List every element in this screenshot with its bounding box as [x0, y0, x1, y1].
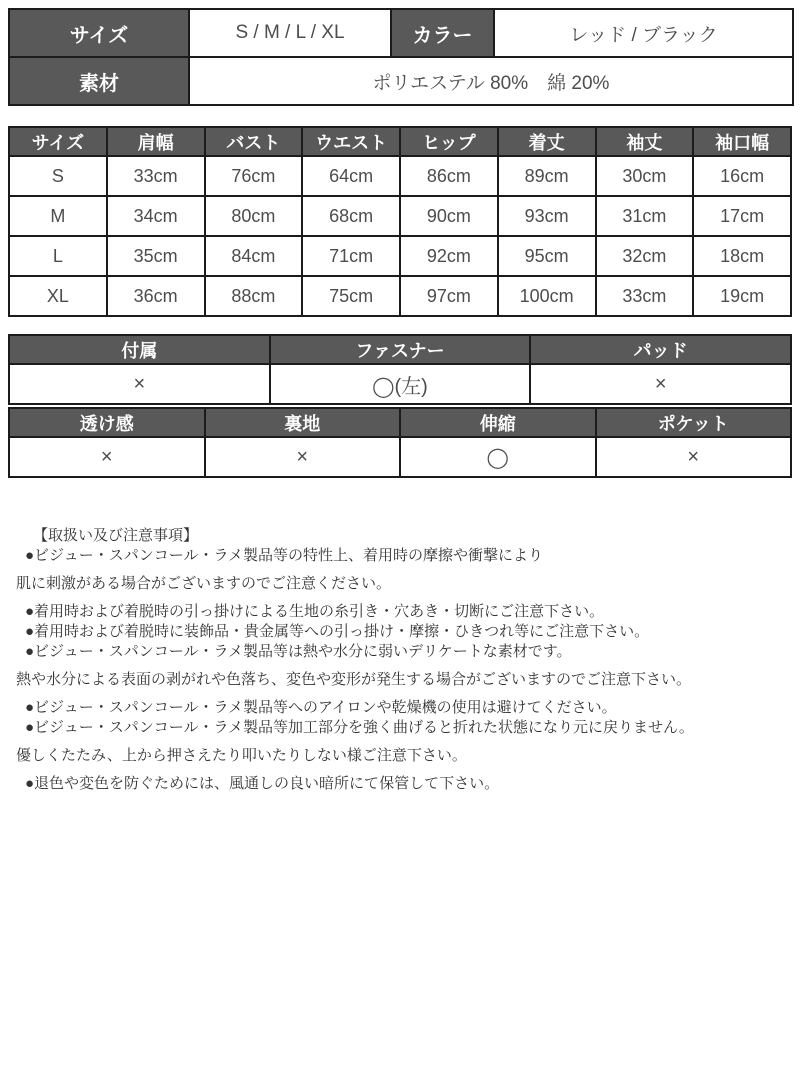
measurements-cell: 18cm: [693, 236, 791, 276]
measurements-cell: 88cm: [205, 276, 303, 316]
measurements-cell: 33cm: [107, 156, 205, 196]
size-value-cell: S / M / L / XL: [189, 9, 391, 57]
material-label-cell: 素材: [9, 57, 189, 105]
measurements-column-header: 着丈: [498, 127, 596, 156]
measurements-cell: 90cm: [400, 196, 498, 236]
measurements-column-header: 袖丈: [596, 127, 694, 156]
info-row-size-color: [9, 9, 793, 57]
care-note-line: ●退色や変色を防ぐためには、風通しの良い暗所にて保管して下さい。: [25, 775, 500, 792]
measurements-cell: 35cm: [107, 236, 205, 276]
care-notes: [8, 526, 792, 794]
features_2-column-header: 透け感: [9, 408, 205, 437]
measurements-cell: 33cm: [596, 276, 694, 316]
features_2-column-header: 伸縮: [400, 408, 596, 437]
features_1-value-cell: ×: [9, 364, 270, 404]
features_2-value-cell: ×: [596, 437, 792, 477]
care-note-line: ●ビジュー・スパンコール・ラメ製品等の特性上、着用時の摩擦や衝撃により: [25, 547, 544, 564]
care-note-line: ●着用時および着脱時に装飾品・貴金属等への引っ掛け・摩擦・ひきつれ等にご注意下さい。: [25, 623, 650, 640]
measurements-column-header: 肩幅: [107, 127, 205, 156]
measurements-cell: 89cm: [498, 156, 596, 196]
features_2-header-row: [9, 408, 791, 437]
measurements-cell: M: [9, 196, 107, 236]
size-label-cell: サイズ: [9, 9, 189, 57]
features_2-value-row: [9, 437, 791, 477]
features_2-value-cell: ◯: [400, 437, 596, 477]
measurements-row: [9, 196, 791, 236]
measurements-cell: 80cm: [205, 196, 303, 236]
care-note-line: 熱や水分による表面の剥がれや色落ち、変色や変形が発生する場合がございますのでご注意下さい。: [16, 671, 692, 688]
features_1-value-row: [9, 364, 791, 404]
measurements-cell: 68cm: [302, 196, 400, 236]
measurements-cell: 84cm: [205, 236, 303, 276]
features-table-2: [8, 407, 792, 478]
measurements-cell: 95cm: [498, 236, 596, 276]
measurements-column-header: ウエスト: [302, 127, 400, 156]
measurements-cell: 71cm: [302, 236, 400, 276]
color-value-cell: レッド / ブラック: [494, 9, 793, 57]
measurements-column-header: 袖口幅: [693, 127, 791, 156]
measurements-column-header: サイズ: [9, 127, 107, 156]
features_2-column-header: ポケット: [596, 408, 792, 437]
measurements-cell: 100cm: [498, 276, 596, 316]
features-table-1: [8, 334, 792, 405]
measurements-column-header: バスト: [205, 127, 303, 156]
measurements-cell: 36cm: [107, 276, 205, 316]
measurements-cell: 34cm: [107, 196, 205, 236]
measurements-cell: 16cm: [693, 156, 791, 196]
features_1-value-cell: ×: [530, 364, 791, 404]
measurements-cell: XL: [9, 276, 107, 316]
measurements-column-header: ヒップ: [400, 127, 498, 156]
info-table: [8, 8, 794, 106]
care-note-line: ●ビジュー・スパンコール・ラメ製品等へのアイロンや乾燥機の使用は避けてください。: [25, 699, 617, 716]
features_1-column-header: パッド: [530, 335, 791, 364]
care-note-line: ●ビジュー・スパンコール・ラメ製品等は熱や水分に弱いデリケートな素材です。: [25, 643, 572, 660]
info-row-material: [9, 57, 793, 105]
measurements-cell: 17cm: [693, 196, 791, 236]
features_2-column-header: 裏地: [205, 408, 401, 437]
measurements-cell: 64cm: [302, 156, 400, 196]
measurements-table: [8, 126, 792, 317]
measurements-cell: S: [9, 156, 107, 196]
measurements-cell: 93cm: [498, 196, 596, 236]
measurements-row: [9, 156, 791, 196]
measurements-header-row: [9, 127, 791, 156]
color-label-cell: カラー: [391, 9, 494, 57]
features_1-value-cell: ◯(左): [270, 364, 531, 404]
material-value-cell: ポリエステル 80% 綿 20%: [189, 57, 793, 105]
measurements-cell: 31cm: [596, 196, 694, 236]
measurements-cell: 30cm: [596, 156, 694, 196]
care-notes-title: 【取扱い及び注意事項】: [33, 527, 199, 544]
measurements-cell: 32cm: [596, 236, 694, 276]
care-note-line: 優しくたたみ、上から押さえたり叩いたりしない様ご注意下さい。: [16, 747, 467, 764]
measurements-cell: 92cm: [400, 236, 498, 276]
features_1-column-header: 付属: [9, 335, 270, 364]
care-note-line: ●ビジュー・スパンコール・ラメ製品等加工部分を強く曲げると折れた状態になり元に戻りません。: [25, 719, 694, 736]
measurements-cell: 86cm: [400, 156, 498, 196]
measurements-cell: 75cm: [302, 276, 400, 316]
features_1-column-header: ファスナー: [270, 335, 531, 364]
measurements-row: [9, 276, 791, 316]
measurements-row: [9, 236, 791, 276]
measurements-cell: 97cm: [400, 276, 498, 316]
care-note-line: 肌に刺激がある場合がございますのでご注意ください。: [16, 575, 392, 592]
features_1-header-row: [9, 335, 791, 364]
measurements-cell: 19cm: [693, 276, 791, 316]
features_2-value-cell: ×: [9, 437, 205, 477]
care-note-line: ●着用時および着脱時の引っ掛けによる生地の糸引き・穴あき・切断にご注意下さい。: [25, 603, 605, 620]
features_2-value-cell: ×: [205, 437, 401, 477]
measurements-cell: 76cm: [205, 156, 303, 196]
measurements-cell: L: [9, 236, 107, 276]
